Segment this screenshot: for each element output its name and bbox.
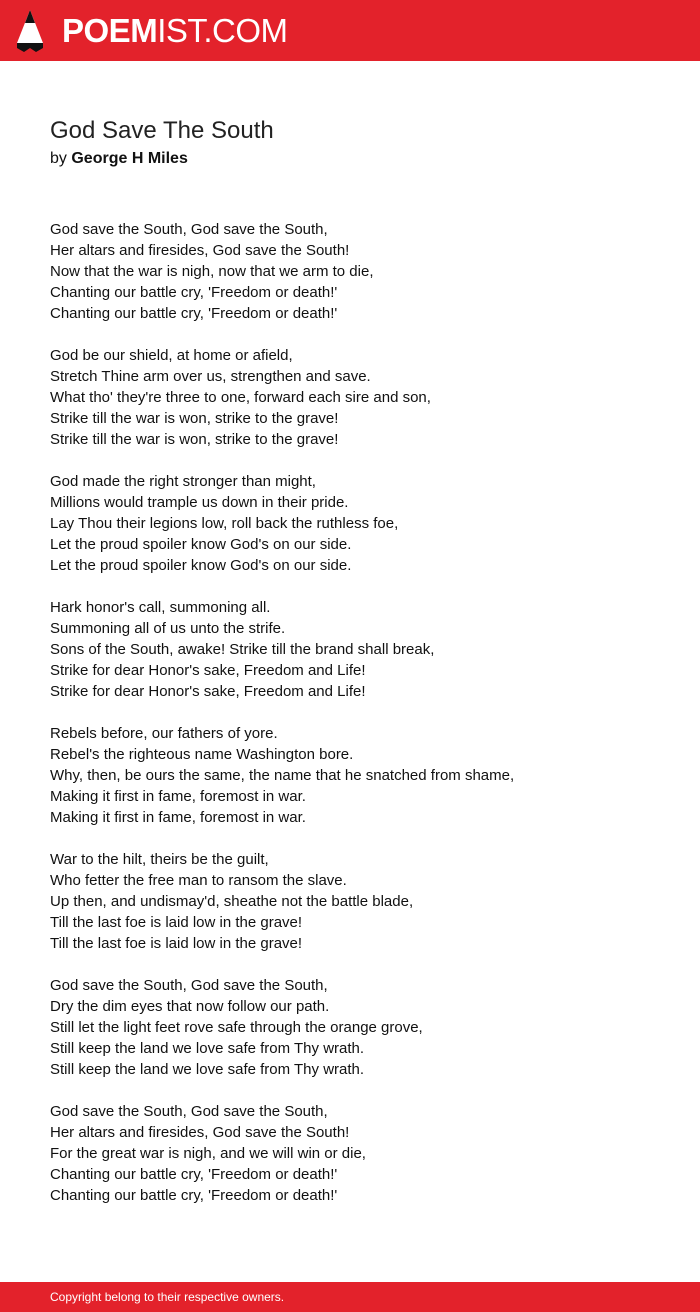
poem-line: Strike till the war is won, strike to the grave!: [50, 410, 339, 427]
poem-line: Chanting our battle cry, 'Freedom or death!': [50, 284, 338, 301]
poem-line: Rebel's the righteous name Washington bore.: [50, 746, 354, 763]
poem-line: God save the South, God save the South,: [50, 1103, 328, 1120]
by-label: by: [50, 150, 67, 167]
stanza: [50, 1101, 670, 1206]
poem-line: Why, then, be ours the same, the name that he snatched from shame,: [50, 767, 515, 784]
poem-body: [50, 219, 670, 1227]
poem-line: Dry the dim eyes that now follow our path.: [50, 998, 330, 1015]
stanza: [50, 219, 670, 324]
poem-line: For the great war is nigh, and we will win or die,: [50, 1145, 366, 1162]
poem-line: Let the proud spoiler know God's on our side.: [50, 536, 352, 553]
poem-line: Till the last foe is laid low in the grave!: [50, 914, 303, 931]
poem-line: What tho' they're three to one, forward each sire and son,: [50, 389, 431, 406]
site-footer: [0, 1282, 700, 1312]
poem-line: Still let the light feet rove safe through the orange grove,: [50, 1019, 423, 1036]
poem-line: Chanting our battle cry, 'Freedom or death!': [50, 1187, 338, 1204]
poem-line: Strike for dear Honor's sake, Freedom and Life!: [50, 683, 366, 700]
poem-line: Millions would trample us down in their pride.: [50, 494, 349, 511]
poem-line: Chanting our battle cry, 'Freedom or death!': [50, 1166, 338, 1183]
site-logo[interactable]: [16, 9, 288, 53]
copyright-text: Copyright belong to their respective owners.: [50, 1290, 285, 1304]
stanza: [50, 345, 670, 450]
poem-line: Strike till the war is won, strike to the grave!: [50, 431, 339, 448]
poem-line: Let the proud spoiler know God's on our side.: [50, 557, 352, 574]
poem-line: Her altars and firesides, God save the South!: [50, 242, 350, 259]
poem-line: Making it first in fame, foremost in war.: [50, 809, 306, 826]
poem-line: Stretch Thine arm over us, strengthen and save.: [50, 368, 371, 385]
brand-name: [62, 9, 288, 53]
poem-line: Sons of the South, awake! Strike till the brand shall break,: [50, 641, 435, 658]
poem-line: Rebels before, our fathers of yore.: [50, 725, 278, 742]
poem-line: Chanting our battle cry, 'Freedom or death!': [50, 305, 338, 322]
stanza: [50, 975, 670, 1080]
poem-line: God save the South, God save the South,: [50, 221, 328, 238]
stanza: [50, 849, 670, 954]
poem-line: Who fetter the free man to ransom the slave.: [50, 872, 347, 889]
poem-line: God save the South, God save the South,: [50, 977, 328, 994]
pencil-tip-icon: [16, 9, 44, 53]
poem-line: War to the hilt, theirs be the guilt,: [50, 851, 269, 868]
poem-line: Till the last foe is laid low in the grave!: [50, 935, 303, 952]
brand-bold: POEM: [62, 12, 158, 49]
poem-line: Up then, and undismay'd, sheathe not the battle blade,: [50, 893, 414, 910]
poem-line: God be our shield, at home or afield,: [50, 347, 293, 364]
poem-line: Her altars and firesides, God save the South!: [50, 1124, 350, 1141]
brand-light: IST.COM: [157, 12, 288, 49]
poem-title: God Save The South: [50, 117, 274, 144]
stanza: [50, 471, 670, 576]
poem-line: Still keep the land we love safe from Thy wrath.: [50, 1061, 365, 1078]
stanza: [50, 597, 670, 702]
stanza: [50, 723, 670, 828]
site-header: [0, 0, 700, 61]
poem-line: Still keep the land we love safe from Thy wrath.: [50, 1040, 365, 1057]
poem-line: God made the right stronger than might,: [50, 473, 316, 490]
byline: [50, 148, 188, 170]
poem-line: Making it first in fame, foremost in war.: [50, 788, 306, 805]
author-link[interactable]: George H Miles: [71, 150, 188, 167]
poem-line: Now that the war is nigh, now that we arm to die,: [50, 263, 374, 280]
poem-line: Summoning all of us unto the strife.: [50, 620, 286, 637]
poem-line: Lay Thou their legions low, roll back the ruthless foe,: [50, 515, 399, 532]
poem-line: Hark honor's call, summoning all.: [50, 599, 271, 616]
poem-line: Strike for dear Honor's sake, Freedom and Life!: [50, 662, 366, 679]
